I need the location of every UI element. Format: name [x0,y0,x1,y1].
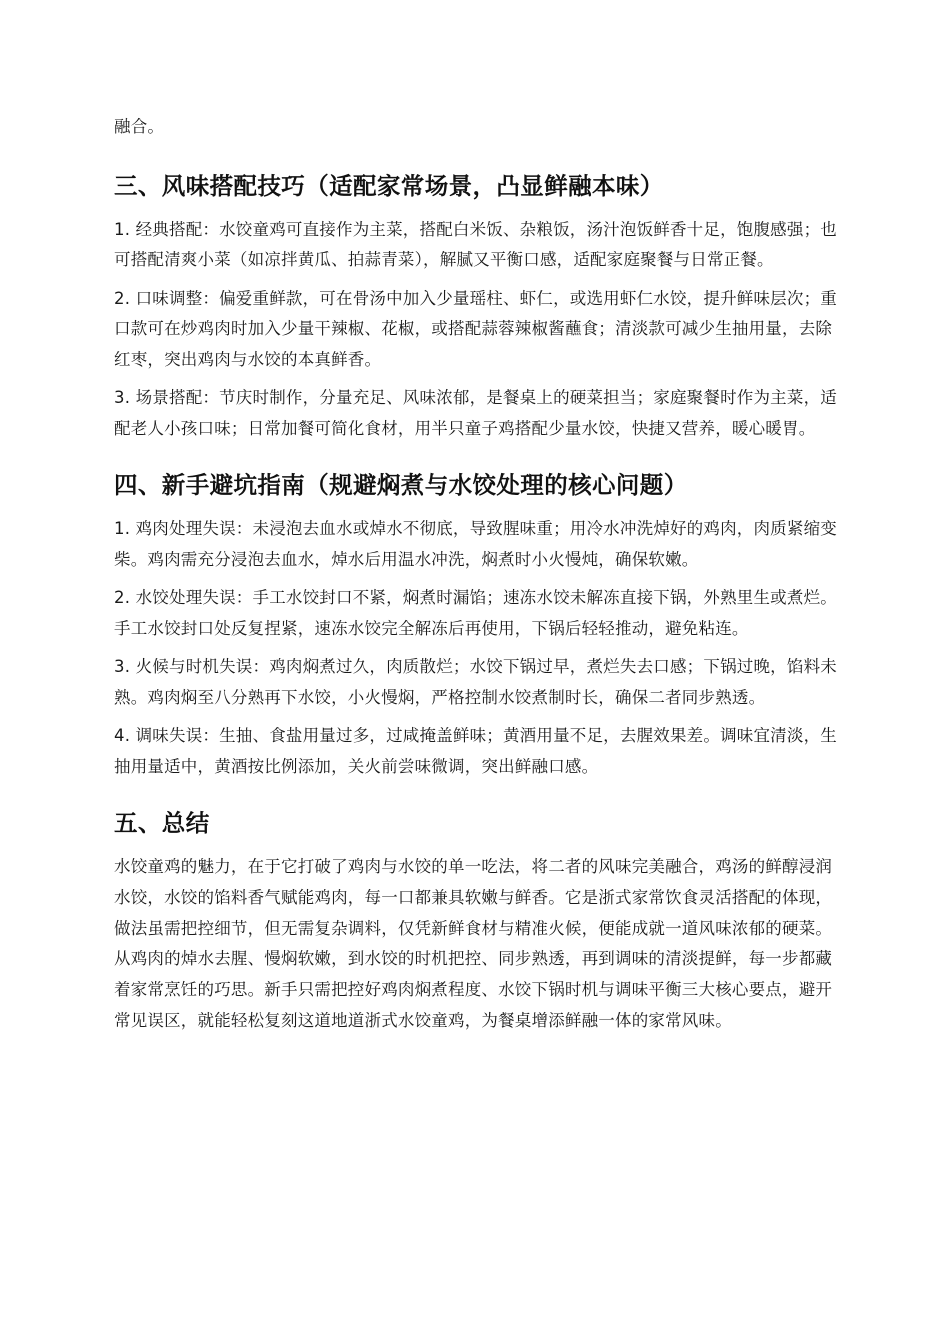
summary-paragraph: 水饺童鸡的魅力，在于它打破了鸡肉与水饺的单一吃法，将二者的风味完美融合，鸡汤的鲜醇浸润水饺，水饺的馅料香气赋能鸡肉，每一口都兼具软嫩与鲜香。它是浙式家常饮食灵活搭配的体现，做法虽需把控细节，但无需复杂调料，仅凭新鲜食材与精准火候，便能成就一道风味浓郁的硬菜。从鸡肉的焯水去腥、慢焖软嫩，到水饺的时机把控、同步熟透，再到调味的清淡提鲜，每一步都藏着家常烹饪的巧思。新手只需把控好鸡肉焖煮程度、水饺下锅时机与调味平衡三大核心要点，避开常见误区，就能轻松复刻这道地道浙式水饺童鸡，为餐桌增添鲜融一体的家常风味。 [114,857,833,1030]
list-item: 4. 调味失误：生抽、食盐用量过多，过咸掩盖鲜味；黄酒用量不足，去腥效果差。调味宜清淡，生抽用量适中，黄酒按比例添加，关火前尝味微调，突出鲜融口感。 [114,726,837,776]
document-body [114,112,844,1061]
list-item: 3. 火候与时机失误：鸡肉焖煮过久，肉质散烂；水饺下锅过早，煮烂失去口感；下锅过晚，馅料未熟。鸡肉焖至八分熟再下水饺，小火慢焖，严格控制水饺煮制时长，确保二者同步熟透。 [114,657,837,707]
list-item: 2. 口味调整：偏爱重鲜款，可在骨汤中加入少量瑶柱、虾仁，或选用虾仁水饺，提升鲜味层次；重口款可在炒鸡肉时加入少量干辣椒、花椒，或搭配蒜蓉辣椒酱蘸食；清淡款可减少生抽用量，去除红枣，突出鸡肉与水饺的本真鲜香。 [114,288,837,369]
section-beginner-pitfalls [114,468,844,782]
section-heading: 三、风味搭配技巧（适配家常场景，凸显鲜融本味） [114,171,664,200]
lead-paragraph: 融合。 [114,117,165,136]
list-item: 1. 经典搭配：水饺童鸡可直接作为主菜，搭配白米饭、杂粮饭，汤汁泡饭鲜香十足，饱腹感强；也可搭配清爽小菜（如凉拌黄瓜、拍蒜青菜），解腻又平衡口感，适配家庭聚餐与日常正餐。 [114,219,837,269]
section-flavor-pairing [114,169,844,445]
section-summary [114,806,844,1037]
list-item: 3. 场景搭配：节庆时制作，分量充足、风味浓郁，是餐桌上的硬菜担当；家庭聚餐时作为主菜，适配老人小孩口味；日常加餐可简化食材，用半只童子鸡搭配少量水饺，快捷又营养，暖心暖胃。 [114,388,837,438]
list-item: 2. 水饺处理失误：手工水饺封口不紧，焖煮时漏馅；速冻水饺未解冻直接下锅，外熟里生或煮烂。手工水饺封口处反复捏紧，速冻水饺完全解冻后再使用，下锅后轻轻推动，避免粘连。 [114,588,837,638]
section-heading: 四、新手避坑指南（规避焖煮与水饺处理的核心问题） [114,471,688,499]
section-heading: 五、总结 [114,809,210,837]
list-item: 1. 鸡肉处理失误：未浸泡去血水或焯水不彻底，导致腥味重；用冷水冲洗焯好的鸡肉，肉质紧缩变柴。鸡肉需充分浸泡去血水，焯水后用温水冲洗，焖煮时小火慢炖，确保软嫩。 [114,519,837,569]
